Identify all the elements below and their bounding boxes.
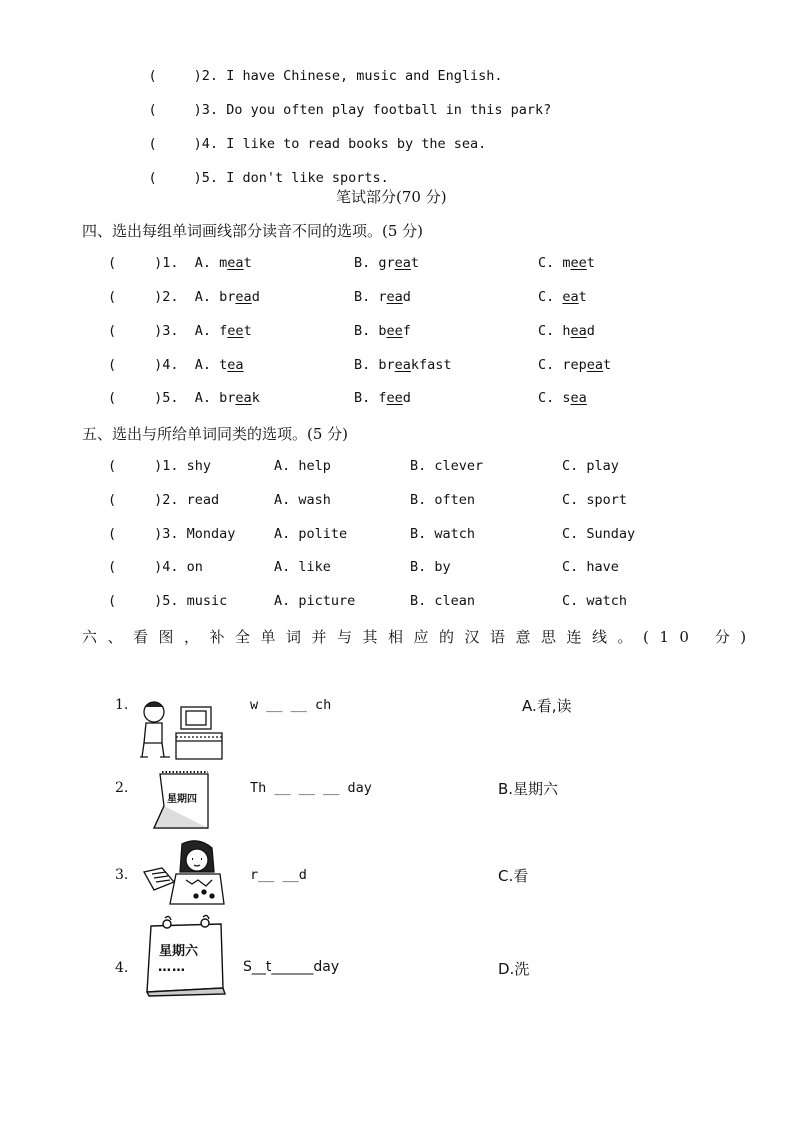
match-item-number: 3. — [115, 867, 129, 883]
option-c[interactable]: C. head — [538, 323, 595, 339]
written-part-heading: 笔试部分(70 分) — [336, 188, 447, 206]
match-item-number: 1. — [115, 697, 129, 713]
answer-bracket-open[interactable]: ( — [148, 136, 157, 152]
question-text: I like to read books by the sea. — [226, 136, 487, 152]
question-row: ( )3. Do you often play football in this park? — [148, 102, 552, 118]
chinese-meaning[interactable]: D.洗 — [498, 960, 530, 978]
answer-bracket-open[interactable]: ( — [148, 68, 157, 84]
incomplete-word[interactable]: Th __ __ __ day — [250, 780, 372, 796]
match-item-number: 4. — [115, 960, 129, 976]
girl-reading-picture — [140, 838, 226, 908]
section-4-title: 四、选出每组单词画线部分读音不同的选项。(5 分) — [82, 222, 424, 240]
question-text: I have Chinese, music and English. — [226, 68, 503, 84]
question-lead[interactable]: ( )2. read — [108, 492, 220, 508]
option-c[interactable]: C. have — [562, 559, 619, 575]
option-c[interactable]: C. repeat — [538, 357, 612, 373]
option-c[interactable]: C. meet — [538, 255, 595, 271]
option-a[interactable]: A. help — [274, 458, 331, 474]
incomplete-word[interactable]: S__t______day — [243, 959, 340, 975]
match-item-number: 2. — [115, 780, 129, 796]
option-b[interactable]: B. often — [410, 492, 476, 508]
option-a[interactable]: A. picture — [274, 593, 356, 609]
calendar-thursday-label: 星期四 — [167, 794, 197, 805]
boy-watching-tv-picture — [136, 697, 226, 763]
option-a[interactable]: A. polite — [274, 526, 348, 542]
option-b[interactable]: B. great — [354, 255, 420, 271]
question-lead[interactable]: ( )5. music — [108, 593, 228, 609]
question-lead[interactable]: ( )1. shy — [108, 458, 212, 474]
option-b[interactable]: B. watch — [410, 526, 476, 542]
option-b[interactable]: B. breakfast — [354, 357, 452, 373]
option-b[interactable]: B. read — [354, 289, 411, 305]
question-row: ( )2. I have Chinese, music and English. — [148, 68, 503, 84]
question-lead[interactable]: ( )3. Monday — [108, 526, 236, 542]
option-c[interactable]: C. play — [562, 458, 619, 474]
option-a[interactable]: A. like — [274, 559, 331, 575]
question-text: I don't like sports. — [226, 170, 389, 186]
option-b[interactable]: B. clever — [410, 458, 484, 474]
calendar-saturday-label: 星期六 — [159, 944, 199, 959]
chinese-meaning[interactable]: C.看 — [498, 867, 529, 885]
option-a[interactable]: ( )2. A. bread — [108, 289, 260, 305]
question-lead[interactable]: ( )4. on — [108, 559, 203, 575]
question-number: 3. — [201, 102, 219, 118]
option-b[interactable]: B. beef — [354, 323, 411, 339]
option-c[interactable]: C. sport — [562, 492, 628, 508]
option-a[interactable]: ( )5. A. break — [108, 390, 260, 406]
option-c[interactable]: C. sea — [538, 390, 587, 406]
chinese-meaning[interactable]: A.看,读 — [522, 697, 572, 715]
calendar-saturday-dots: …… — [158, 960, 186, 975]
incomplete-word[interactable]: r__ __d — [250, 867, 307, 883]
option-b[interactable]: B. clean — [410, 593, 476, 609]
option-a[interactable]: A. wash — [274, 492, 331, 508]
option-a[interactable]: ( )4. A. tea — [108, 357, 244, 373]
option-a[interactable]: ( )1. A. meat — [108, 255, 252, 271]
option-c[interactable]: C. eat — [538, 289, 587, 305]
question-row: ( )5. I don't like sports. — [148, 170, 389, 186]
answer-bracket-open[interactable]: ( — [148, 170, 157, 186]
option-c[interactable]: C. watch — [562, 593, 628, 609]
option-c[interactable]: C. Sunday — [562, 526, 636, 542]
incomplete-word[interactable]: w __ __ ch — [250, 697, 332, 713]
question-number: 4. — [201, 136, 219, 152]
chinese-meaning[interactable]: B.星期六 — [498, 780, 559, 798]
question-row: ( )4. I like to read books by the sea. — [148, 136, 487, 152]
answer-bracket-open[interactable]: ( — [148, 102, 157, 118]
option-b[interactable]: B. by — [410, 559, 451, 575]
section-5-title: 五、选出与所给单词同类的选项。(5 分) — [82, 425, 349, 443]
option-a[interactable]: ( )3. A. feet — [108, 323, 252, 339]
question-number: 5. — [201, 170, 219, 186]
option-b[interactable]: B. feed — [354, 390, 411, 406]
question-number: 2. — [201, 68, 219, 84]
section-6-title: 六、看图，补全单词并与其相应的汉语意思连线。(10 分) — [82, 628, 757, 646]
question-text: Do you often play football in this park? — [226, 102, 552, 118]
